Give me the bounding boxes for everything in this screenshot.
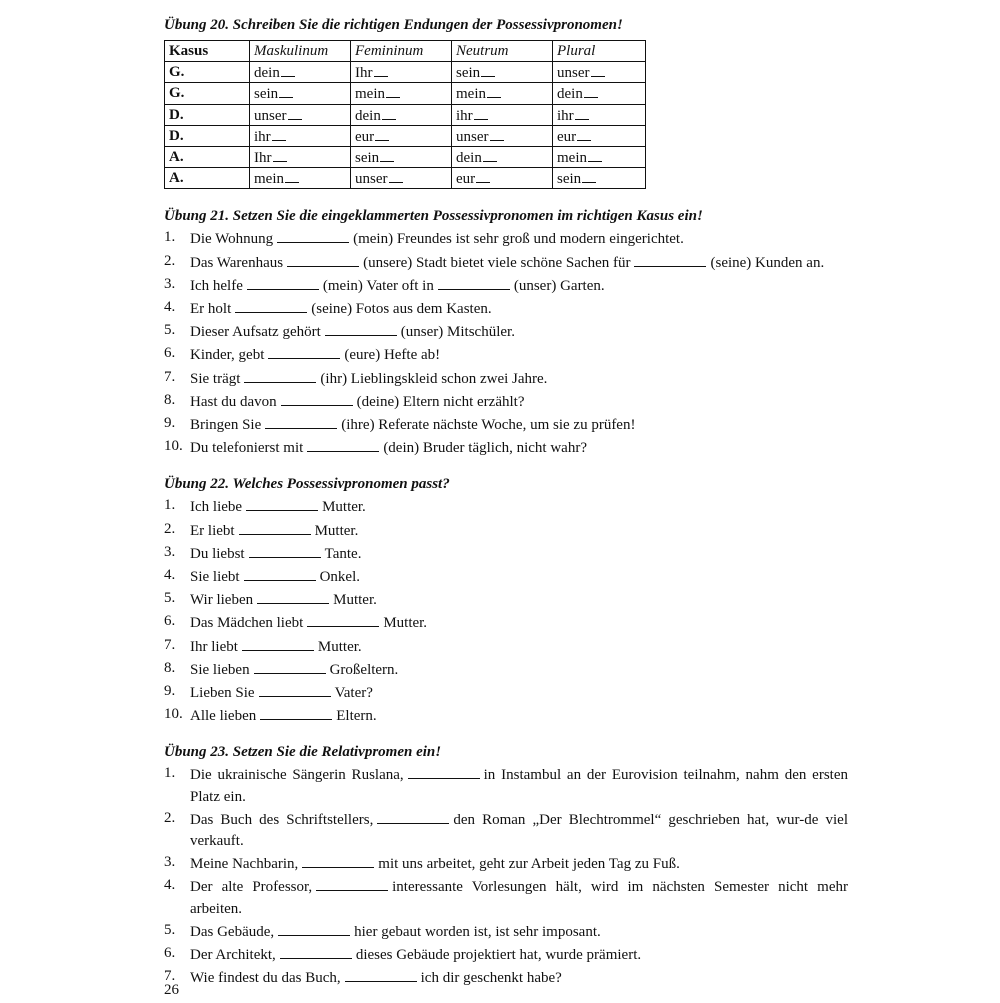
item-text: Lieben Sie (190, 684, 255, 701)
table-row (165, 168, 646, 189)
item-number: 2. (164, 252, 176, 269)
table-header-row (165, 41, 646, 62)
stem-cell (553, 62, 646, 83)
item-text: Eltern. (336, 708, 377, 725)
ending-blank[interactable] (582, 168, 596, 183)
list-item (164, 320, 848, 343)
stem-cell (452, 104, 553, 125)
stem-cell (452, 62, 553, 83)
item-text: ich dir geschenkt habe? (420, 970, 562, 987)
answer-blank[interactable] (280, 943, 352, 959)
ending-blank[interactable] (380, 147, 394, 162)
stem-cell (351, 83, 452, 104)
item-text: Das Gebäude, (190, 923, 275, 940)
table-body (165, 62, 646, 189)
table-row (165, 125, 646, 146)
item-text: Er holt (190, 300, 232, 317)
page-number: 26 (164, 982, 179, 998)
item-text: Wie findest du das Buch, (190, 970, 341, 987)
item-text: (seine) Fotos aus dem Kasten. (311, 300, 492, 317)
list-item (164, 943, 848, 966)
ending-blank[interactable] (281, 62, 295, 77)
pronoun-stem: unser (254, 107, 287, 124)
list-item (164, 542, 848, 565)
pronoun-stem: unser (456, 128, 489, 145)
kasus-cell (165, 125, 250, 146)
item-text: (unsere) Stadt bietet viele schöne Sachen für (363, 254, 631, 271)
item-number: 9. (164, 682, 176, 699)
header-femininum: Femininum (351, 41, 452, 62)
list-item (164, 367, 848, 390)
answer-blank[interactable] (408, 763, 480, 779)
exercise-21-title: Übung 21. Setzen Sie die eingeklammerten Possessivpronomen im richtigen Kasus ein! (164, 208, 703, 225)
pronoun-stem: eur (355, 128, 375, 145)
answer-blank[interactable] (254, 658, 326, 674)
answer-blank[interactable] (302, 852, 374, 868)
item-text: Kinder, gebt (190, 347, 265, 364)
item-text: Wir lieben (190, 592, 254, 609)
list-item (164, 413, 848, 436)
item-text: Mutter. (314, 522, 359, 539)
exercise-21-list (164, 227, 848, 459)
pronoun-stem: eur (456, 171, 476, 188)
kasus-label: G. (169, 85, 185, 102)
pronoun-stem: sein (557, 171, 582, 188)
pronoun-stem: unser (355, 171, 388, 188)
ending-blank[interactable] (577, 126, 591, 141)
pronoun-stem: mein (355, 86, 385, 103)
stem-cell (351, 146, 452, 167)
list-item (164, 875, 848, 919)
item-text: Tante. (324, 545, 362, 562)
list-item (164, 565, 848, 588)
ending-blank[interactable] (273, 147, 287, 162)
list-item (164, 390, 848, 413)
ending-blank[interactable] (389, 168, 403, 183)
ending-blank[interactable] (382, 105, 396, 120)
stem-cell (250, 62, 351, 83)
item-text: mit uns arbeitet, geht zur Arbeit jeden Tag zu Fuß. (378, 856, 680, 873)
pronoun-stem: sein (254, 86, 279, 103)
item-text: (ihr) Lieblingskleid schon zwei Jahre. (320, 370, 548, 387)
item-text: Das Warenhaus (190, 254, 284, 271)
item-text: Onkel. (319, 568, 360, 585)
item-number: 2. (164, 809, 176, 826)
answer-blank[interactable] (278, 920, 350, 936)
ending-blank[interactable] (591, 62, 605, 77)
item-number: 1. (164, 765, 176, 782)
item-text: Der Architekt, (190, 947, 276, 963)
answer-blank[interactable] (235, 297, 307, 313)
kasus-label: D. (169, 106, 184, 123)
possessive-endings-table (164, 40, 646, 189)
header-neutrum: Neutrum (452, 41, 553, 62)
stem-cell (250, 104, 351, 125)
pronoun-stem: sein (456, 65, 481, 82)
item-text: interessante Vorlesungen hält, wird im nächsten Semester nicht mehr arbeiten. (190, 879, 848, 917)
answer-blank[interactable] (325, 320, 397, 336)
list-item (164, 611, 848, 634)
ending-blank[interactable] (487, 83, 501, 98)
stem-cell (553, 168, 646, 189)
item-text: (dein) Bruder täglich, nicht wahr? (383, 440, 587, 457)
pronoun-stem: mein (557, 150, 587, 167)
table-row (165, 146, 646, 167)
stem-cell (452, 146, 553, 167)
pronoun-stem: Ihr (254, 150, 272, 167)
stem-cell (452, 83, 553, 104)
item-number: 2. (164, 520, 176, 537)
ending-blank[interactable] (483, 147, 497, 162)
pronoun-stem: dein (254, 65, 280, 82)
stem-cell (250, 146, 351, 167)
item-text: Mutter. (383, 615, 428, 632)
item-text: (seine) Kunden an. (710, 254, 825, 271)
list-item (164, 658, 848, 681)
item-text: Sie liebt (190, 568, 240, 585)
ending-blank[interactable] (374, 62, 388, 77)
answer-blank[interactable] (345, 966, 417, 982)
item-text: Die Wohnung (190, 231, 274, 248)
item-text: Die ukrainische Sängerin Ruslana, (190, 767, 404, 784)
stem-cell (351, 168, 452, 189)
answer-blank[interactable] (260, 704, 332, 720)
kasus-cell (165, 83, 250, 104)
ending-blank[interactable] (476, 168, 490, 183)
item-text: Mutter. (333, 592, 377, 609)
list-item (164, 920, 848, 943)
ending-blank[interactable] (375, 126, 389, 141)
item-text: Er liebt (190, 522, 235, 539)
kasus-cell (165, 62, 250, 83)
kasus-cell (165, 104, 250, 125)
item-text: Ihr liebt (190, 638, 238, 655)
item-text: Sie lieben (190, 661, 250, 678)
header-plural: Plural (553, 41, 646, 62)
item-number: 5. (164, 921, 176, 938)
item-text: dieses Gebäude projektiert hat, wurde prämiert. (355, 947, 642, 963)
table-row (165, 62, 646, 83)
item-number: 6. (164, 613, 176, 630)
item-text: Das Buch des Schriftstellers, (190, 811, 374, 828)
answer-blank[interactable] (239, 519, 311, 535)
stem-cell (553, 104, 646, 125)
item-number: 7. (164, 368, 176, 385)
list-item (164, 681, 848, 704)
stem-cell (250, 125, 351, 146)
answer-blank[interactable] (377, 808, 449, 824)
item-text: (unser) Garten. (513, 277, 605, 294)
list-item (164, 251, 848, 274)
item-text: Mutter. (322, 499, 366, 516)
kasus-cell (165, 168, 250, 189)
exercise-22-list (164, 495, 848, 727)
item-number: 10. (164, 438, 183, 455)
table-row (165, 104, 646, 125)
item-number: 1. (164, 229, 176, 246)
item-number: 4. (164, 298, 176, 315)
pronoun-stem: Ihr (355, 65, 373, 82)
answer-blank[interactable] (438, 274, 510, 290)
pronoun-stem: sein (355, 150, 380, 167)
list-item (164, 852, 848, 875)
pronoun-stem: ihr (557, 107, 574, 124)
item-text: Du liebst (190, 545, 245, 562)
answer-blank[interactable] (259, 681, 331, 697)
header-maskulinum: Maskulinum (250, 41, 351, 62)
list-item (164, 966, 848, 989)
list-item (164, 808, 848, 852)
item-text: den Roman „Der Blechtrommel“ geschrieben hat, wur-de viel verkauft. (190, 811, 848, 849)
ending-blank[interactable] (588, 147, 602, 162)
item-number: 6. (164, 945, 176, 961)
answer-blank[interactable] (246, 495, 318, 511)
kasus-label: A. (169, 149, 184, 166)
answer-blank[interactable] (316, 875, 388, 891)
pronoun-stem: eur (557, 128, 577, 145)
item-text: hier gebaut worden ist, ist sehr imposant. (354, 923, 601, 940)
ending-blank[interactable] (279, 83, 293, 98)
list-item (164, 227, 848, 250)
kasus-cell (165, 146, 250, 167)
pronoun-stem: ihr (456, 107, 473, 124)
item-text: (unser) Mitschüler. (400, 324, 515, 341)
ending-blank[interactable] (575, 105, 589, 120)
ending-blank[interactable] (490, 126, 504, 141)
answer-blank[interactable] (257, 588, 329, 604)
ending-blank[interactable] (272, 126, 286, 141)
item-text: Bringen Sie (190, 416, 262, 433)
pronoun-stem: ihr (254, 128, 271, 145)
item-text: Das Mädchen liebt (190, 615, 304, 632)
answer-blank[interactable] (634, 251, 706, 267)
item-number: 3. (164, 543, 176, 560)
item-text: Meine Nachbarin, (190, 856, 299, 873)
item-text: Hast du davon (190, 393, 277, 410)
item-text: (ihre) Referate nächste Woche, um sie zu prüfen! (341, 416, 636, 433)
stem-cell (351, 62, 452, 83)
item-number: 4. (164, 877, 176, 894)
kasus-label: D. (169, 127, 184, 144)
item-text: Ich helfe (190, 277, 243, 294)
table-row (165, 83, 646, 104)
exercise-23-title: Übung 23. Setzen Sie die Relativpromen ein! (164, 744, 442, 761)
pronoun-stem: mein (456, 86, 486, 103)
answer-blank[interactable] (307, 611, 379, 627)
stem-cell (250, 83, 351, 104)
stem-cell (452, 168, 553, 189)
item-number: 5. (164, 322, 176, 339)
pronoun-stem: dein (557, 86, 583, 103)
exercise-22-title: Übung 22. Welches Possessivpronomen passt? (164, 476, 450, 493)
list-item (164, 495, 848, 518)
pronoun-stem: mein (254, 171, 284, 188)
ending-blank[interactable] (584, 83, 598, 98)
pronoun-stem: unser (557, 65, 590, 82)
item-number: 1. (164, 497, 176, 514)
list-item (164, 519, 848, 542)
answer-blank[interactable] (244, 565, 316, 581)
stem-cell (250, 168, 351, 189)
answer-blank[interactable] (287, 251, 359, 267)
list-item (164, 635, 848, 658)
answer-blank[interactable] (244, 367, 316, 383)
answer-blank[interactable] (277, 227, 349, 243)
item-text: Dieser Aufsatz gehört (190, 324, 321, 341)
item-number: 5. (164, 590, 176, 607)
ending-blank[interactable] (386, 83, 400, 98)
item-text: (eure) Hefte ab! (344, 347, 441, 364)
worksheet-page (164, 14, 848, 1003)
item-number: 7. (164, 968, 176, 985)
pronoun-stem: dein (456, 150, 482, 167)
item-number: 7. (164, 636, 176, 653)
answer-blank[interactable] (242, 635, 314, 651)
answer-blank[interactable] (247, 274, 319, 290)
list-item (164, 763, 848, 807)
item-number: 3. (164, 854, 176, 871)
item-text: (mein) Vater oft in (322, 277, 434, 294)
ending-blank[interactable] (285, 168, 299, 183)
answer-blank[interactable] (281, 390, 353, 406)
item-text: (deine) Eltern nicht erzählt? (356, 393, 525, 410)
item-text: Vater? (334, 684, 373, 701)
item-text: in Instambul an der Eurovision teilnahm, nahm den ersten Platz ein. (190, 767, 848, 805)
answer-blank[interactable] (307, 436, 379, 452)
stem-cell (351, 125, 452, 146)
item-number: 6. (164, 345, 176, 362)
item-number: 8. (164, 391, 176, 408)
exercise-20-title: Übung 20. Schreiben Sie die richtigen Endungen der Possessivpronomen! (164, 17, 623, 33)
item-text: Sie trägt (190, 370, 241, 387)
kasus-label: A. (169, 170, 184, 187)
ending-blank[interactable] (474, 105, 488, 120)
item-text: (mein) Freundes ist sehr groß und modern eingerichtet. (353, 231, 684, 248)
header-kasus: Kasus (165, 41, 250, 62)
list-item (164, 436, 848, 459)
item-number: 4. (164, 566, 176, 583)
kasus-label: G. (169, 64, 185, 81)
item-number: 3. (164, 275, 176, 292)
item-number: 10. (164, 706, 183, 723)
item-text: Mutter. (317, 638, 362, 655)
list-item (164, 297, 848, 320)
item-number: 8. (164, 659, 176, 676)
stem-cell (351, 104, 452, 125)
ending-blank[interactable] (481, 62, 495, 77)
list-item (164, 274, 848, 297)
item-text: Alle lieben (190, 708, 257, 725)
stem-cell (553, 125, 646, 146)
stem-cell (553, 146, 646, 167)
exercise-23-list (164, 763, 848, 989)
list-item (164, 704, 848, 727)
item-text: Großeltern. (329, 661, 399, 678)
item-text: Der alte Professor, (190, 879, 313, 896)
answer-blank[interactable] (268, 343, 340, 359)
list-item (164, 343, 848, 366)
item-text: Du telefonierst mit (190, 440, 304, 457)
answer-blank[interactable] (249, 542, 321, 558)
pronoun-stem: dein (355, 107, 381, 124)
item-text: Ich liebe (190, 499, 243, 516)
stem-cell (553, 83, 646, 104)
stem-cell (452, 125, 553, 146)
answer-blank[interactable] (265, 413, 337, 429)
ending-blank[interactable] (288, 105, 302, 120)
list-item (164, 588, 848, 611)
item-number: 9. (164, 414, 176, 431)
